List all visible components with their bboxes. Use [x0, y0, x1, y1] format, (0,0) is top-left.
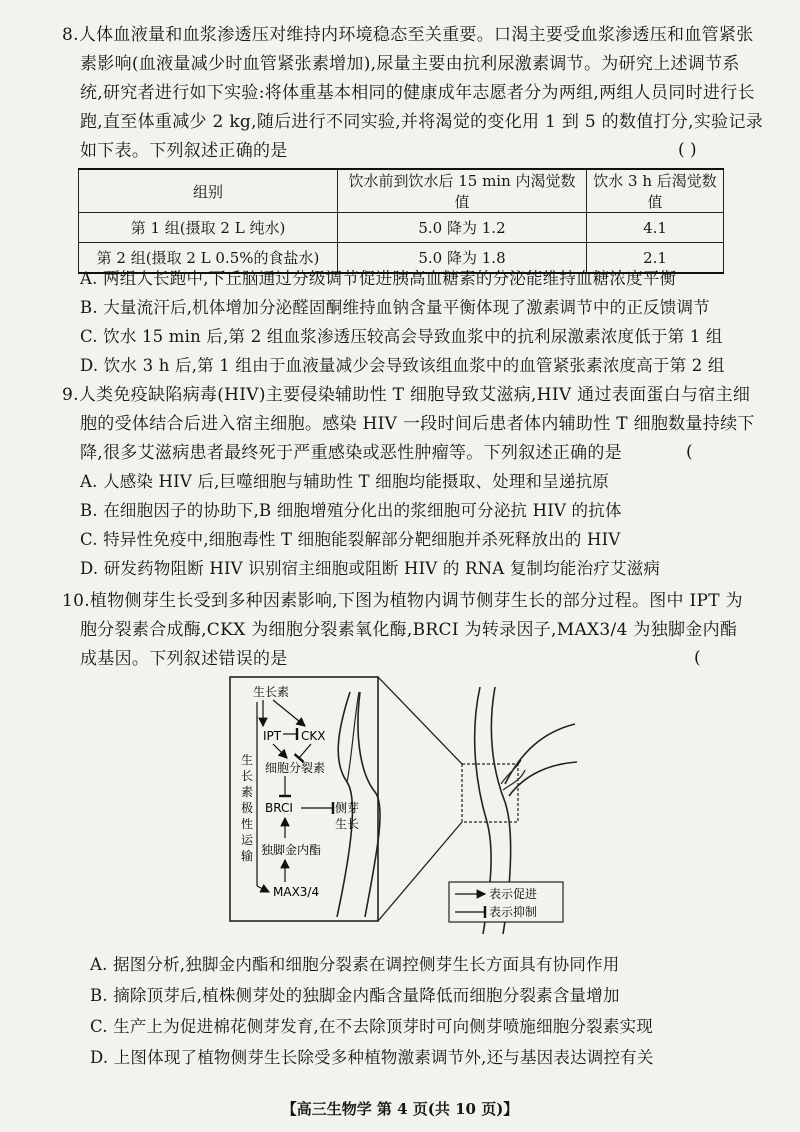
- label-transport-char: 极: [241, 801, 254, 815]
- q10-diagram: [225, 672, 580, 936]
- table-header-cell: 饮水 3 h 后渴觉数值: [587, 169, 724, 213]
- q9-stem-line-1: 9.人类免疫缺陷病毒(HIV)主要侵染辅助性 T 细胞导致艾滋病,HIV 通过表面蛋白与宿主细: [62, 385, 751, 405]
- label-polar-transport: [241, 752, 254, 863]
- legend-inhibit: 表示抑制: [489, 905, 538, 919]
- label-transport-char: 长: [241, 769, 254, 783]
- q8-data-table: [78, 168, 724, 274]
- table-cell: 第 1 组(摄取 2 L 纯水): [79, 213, 338, 243]
- q8-stem-line-2: 素影响(血液量减少时血管紧张素增加),尿量主要由抗利尿激素调节。为研究上述调节系: [80, 54, 740, 74]
- table-header-cell: 饮水前到饮水后 15 min 内渴觉数值: [338, 169, 587, 213]
- table-header-row: [79, 169, 724, 213]
- table-cell: 5.0 降为 1.8: [338, 243, 587, 274]
- q8-stem-line-3: 统,研究者进行如下实验:将体重基本相同的健康成年志愿者分为两组,两组人员同时进行长: [80, 83, 755, 103]
- label-transport-char: 性: [241, 817, 254, 831]
- q9-stem-line-3: 降,很多艾滋病患者最终死于严重感染或恶性肿瘤等。下列叙述正确的是: [80, 443, 623, 463]
- q9-option-b: B. 在细胞因子的协助下,B 细胞增殖分化出的浆细胞可分泌抗 HIV 的抗体: [80, 501, 622, 520]
- label-strigolactone: 独脚金内酯: [261, 843, 322, 857]
- table-cell: 2.1: [587, 243, 724, 274]
- label-ckx: CKX: [301, 729, 326, 743]
- q10-stem-line-2: 胞分裂素合成酶,CKX 为细胞分裂素氧化酶,BRCI 为转录因子,MAX3/4 为独脚金内酯: [80, 620, 738, 640]
- q8-option-a: A. 两组人长跑中,下丘脑通过分级调节促进胰高血糖素的分泌能维持血糖浓度平衡: [80, 269, 677, 288]
- label-cytokinin: 细胞分裂素: [265, 761, 326, 775]
- label-transport-char: 生: [241, 753, 254, 767]
- q10-answer-bracket: (: [694, 648, 701, 668]
- label-max: MAX3/4: [273, 885, 320, 899]
- table-cell: 第 2 组(摄取 2 L 0.5%的食盐水): [79, 243, 338, 274]
- q10-option-b: B. 摘除顶芽后,植株侧芽处的独脚金内酯含量降低而细胞分裂素含量增加: [90, 986, 620, 1005]
- table-cell: 4.1: [587, 213, 724, 243]
- table-row: [79, 213, 724, 243]
- label-bud-1: 侧芽: [335, 801, 360, 815]
- label-brci: BRCI: [265, 801, 293, 815]
- q9-option-a: A. 人感染 HIV 后,巨噬细胞与辅助性 T 细胞均能摄取、处理和呈递抗原: [80, 472, 610, 491]
- q8-answer-bracket: ( ): [678, 140, 697, 160]
- stem-outline-right: [358, 692, 380, 917]
- q9-answer-bracket: (: [686, 442, 693, 462]
- bud-outline: [347, 692, 359, 782]
- q9-stem-line-2: 胞的受体结合后进入宿主细胞。感染 HIV 一段时间后患者体内辅助性 T 细胞数量持续下: [80, 414, 755, 434]
- q8-option-c: C. 饮水 15 min 后,第 2 组血浆渗透压较高会导致血浆中的抗利尿激素浓度低于第 1 组: [80, 327, 723, 346]
- q8-stem-line-4: 跑,直至体重减少 2 kg,随后进行不同实验,并将渴觉的变化用 1 到 5 的数值打分,实验记录: [80, 112, 764, 132]
- label-auxin: 生长素: [253, 685, 290, 699]
- q10-option-a: A. 据图分析,独脚金内酯和细胞分裂素在调控侧芽生长方面具有协同作用: [90, 955, 620, 974]
- legend-promote: 表示促进: [489, 887, 538, 901]
- label-bud-2: 生长: [335, 817, 360, 831]
- plant-branch: [505, 724, 575, 784]
- q8-option-d: D. 饮水 3 h 后,第 1 组由于血液量减少会导致该组血浆中的血管紧张素浓度高于第 2 组: [80, 356, 725, 375]
- q8-stem-line-1: 8.人体血液量和血浆渗透压对维持内环境稳态至关重要。口渴主要受血浆渗透压和血管紧张: [62, 25, 754, 45]
- label-ipt: IPT: [263, 729, 282, 743]
- table-header-cell: 组别: [79, 169, 338, 213]
- q9-option-c: C. 特异性免疫中,细胞毒性 T 细胞能裂解部分靶细胞并杀死释放出的 HIV: [80, 530, 621, 549]
- q10-option-d: D. 上图体现了植物侧芽生长除受多种植物激素调节外,还与基因表达调控有关: [90, 1048, 654, 1067]
- label-transport-char: 素: [241, 785, 254, 799]
- q8-stem-line-5: 如下表。下列叙述正确的是: [80, 141, 288, 161]
- q10-stem-line-3: 成基因。下列叙述错误的是: [80, 649, 288, 669]
- q8-option-b: B. 大量流汗后,机体增加分泌醛固酮维持血钠含量平衡体现了激素调节中的正反馈调节: [80, 298, 710, 317]
- q10-option-c: C. 生产上为促进棉花侧芽发育,在不去除顶芽时可向侧芽喷施细胞分裂素实现: [90, 1017, 653, 1036]
- q9-option-d: D. 研发药物阻断 HIV 识别宿主细胞或阻断 HIV 的 RNA 复制均能治疗艾滋病: [80, 559, 661, 578]
- q10-stem-line-1: 10.植物侧芽生长受到多种因素影响,下图为植物内调节侧芽生长的部分过程。图中 IPT 为: [62, 591, 743, 611]
- label-transport-char: 输: [241, 849, 254, 863]
- label-transport-char: 运: [241, 833, 254, 847]
- table-cell: 5.0 降为 1.2: [338, 213, 587, 243]
- page-footer: 【高三生物学 第 4 页(共 10 页)】: [281, 1100, 519, 1118]
